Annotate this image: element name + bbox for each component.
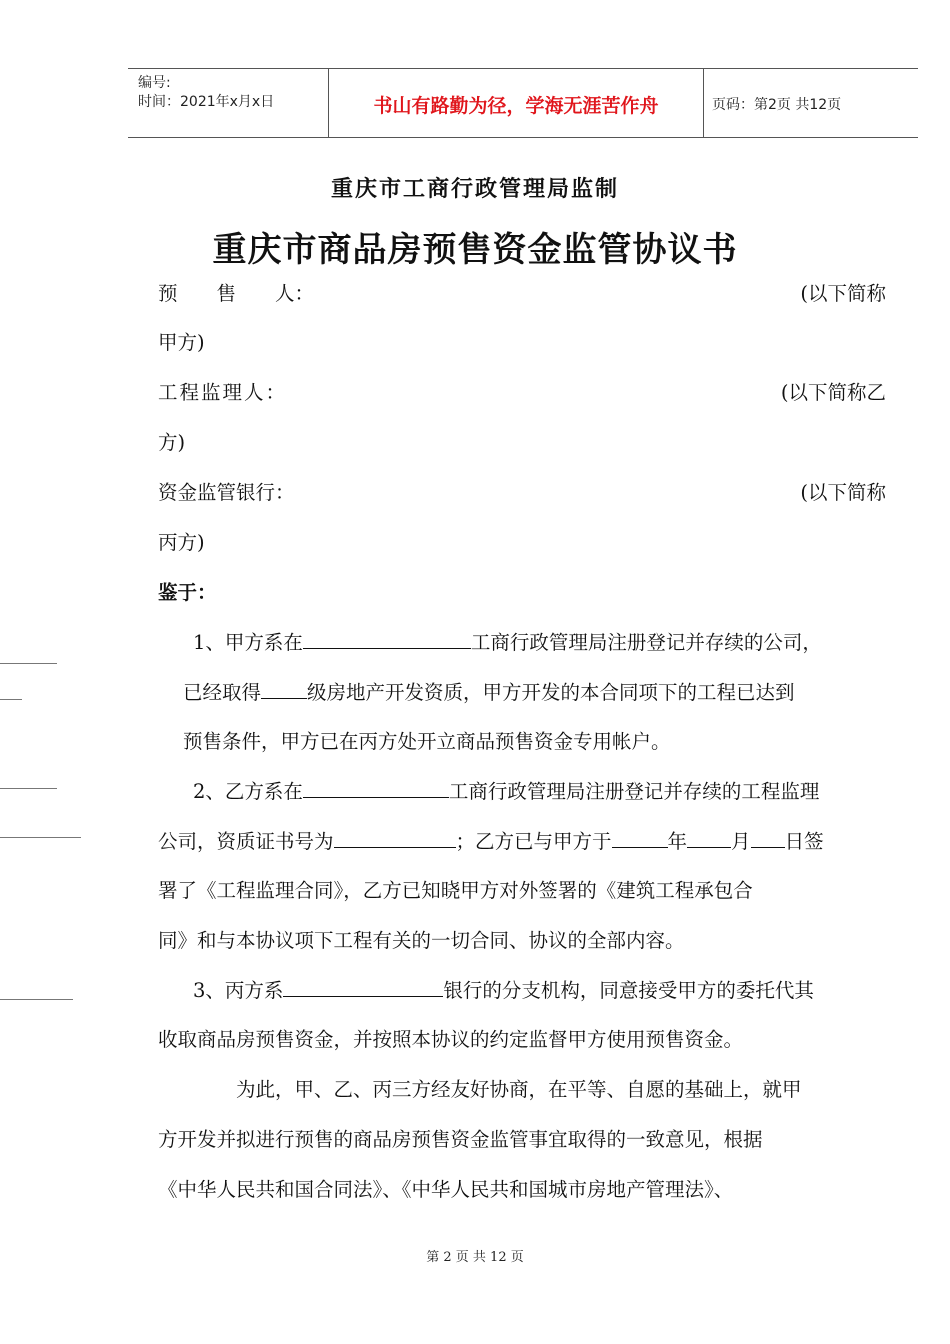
supervisor-line: 重庆市工商行政管理局监制 bbox=[330, 177, 619, 202]
margin-mark bbox=[0, 788, 57, 789]
bank-label: 资金监管银行： bbox=[158, 481, 295, 504]
blank-certificate-number bbox=[334, 829, 456, 848]
paragraph-line3: 《中华人民共和国合同法》、《中华人民共和国城市房地产管理法》、 bbox=[158, 1178, 734, 1201]
header-page-cell bbox=[704, 69, 918, 137]
clause2-line1 bbox=[193, 779, 819, 804]
clause1-line1 bbox=[193, 630, 822, 655]
page-info: 页码：第2页 共12页 bbox=[712, 97, 842, 113]
time-label: 时间：2021年x月x日 bbox=[138, 94, 275, 110]
header-meta-cell bbox=[128, 69, 329, 137]
clause2-text-e: 年 bbox=[667, 830, 688, 853]
page-header bbox=[128, 68, 918, 138]
seller-suffix-cont: 甲方) bbox=[158, 331, 205, 354]
clause1-text-c: 已经取得 bbox=[183, 681, 262, 704]
margin-mark bbox=[0, 663, 57, 664]
margin-mark bbox=[0, 999, 73, 1000]
document-title: 重庆市商品房预售资金监管协议书 bbox=[212, 230, 738, 270]
clause2-text-g: 日签 bbox=[784, 830, 824, 853]
supervisor-suffix-cont: 方) bbox=[158, 431, 186, 454]
page-footer: 第 2 页 共 12 页 bbox=[426, 1250, 524, 1265]
blank-month bbox=[687, 829, 731, 848]
blank-year bbox=[612, 829, 668, 848]
blank-day bbox=[751, 829, 785, 848]
supervisor-label: 工程监理人： bbox=[158, 381, 288, 404]
header-motto-cell bbox=[329, 69, 704, 137]
blank-registration-authority bbox=[303, 630, 471, 649]
serial-label: 编号: bbox=[138, 75, 171, 91]
seller-suffix: (以下简称 bbox=[800, 282, 886, 305]
clause3-line1 bbox=[193, 978, 814, 1003]
clause2-text-d: ；乙方已与甲方于 bbox=[455, 830, 612, 853]
clause3-text-b: 银行的分支机构，同意接受甲方的委托代其 bbox=[443, 979, 814, 1002]
clause2-line2 bbox=[158, 829, 824, 854]
clause1-line3: 预售条件，甲方已在丙方处开立商品预售资金专用帐户。 bbox=[183, 730, 671, 753]
blank-qualification-level bbox=[261, 680, 307, 699]
paragraph-line2: 方开发并拟进行预售的商品房预售资金监管事宜取得的一致意见，根据 bbox=[158, 1128, 763, 1151]
clause3-line2: 收取商品房预售资金，并按照本协议的约定监督甲方使用预售资金。 bbox=[158, 1028, 744, 1051]
clause2-text-a: 2、乙方系在 bbox=[193, 780, 303, 803]
clause1-text-a: 1、甲方系在 bbox=[193, 631, 303, 654]
clause2-line4: 同》和与本协议项下工程有关的一切合同、协议的全部内容。 bbox=[158, 929, 685, 952]
margin-mark bbox=[0, 837, 81, 838]
margin-mark bbox=[0, 699, 22, 700]
supervisor-suffix: (以下简称乙 bbox=[780, 381, 886, 404]
whereas-heading: 鉴于： bbox=[158, 581, 217, 604]
bank-suffix-cont: 丙方) bbox=[158, 531, 205, 554]
blank-supervisor-authority bbox=[303, 779, 449, 798]
motto: 书山有路勤为径，学海无涯苦作舟 bbox=[373, 95, 659, 117]
clause1-line2 bbox=[183, 680, 795, 705]
clause1-text-d: 级房地产开发资质，甲方开发的本合同项下的工程已达到 bbox=[307, 681, 795, 704]
clause2-text-b: 工商行政管理局注册登记并存续的工程监理 bbox=[448, 780, 820, 803]
bank-suffix: (以下简称 bbox=[800, 481, 886, 504]
seller-label: 预 售 人： bbox=[158, 282, 315, 305]
blank-bank-name bbox=[283, 978, 443, 997]
clause3-text-a: 3、丙方系 bbox=[193, 979, 284, 1002]
clause2-text-f: 月 bbox=[731, 830, 751, 853]
clause1-text-b: 工商行政管理局注册登记并存续的公司， bbox=[470, 631, 822, 654]
clause2-text-c: 公司，资质证书号为 bbox=[158, 830, 334, 853]
clause2-line3: 署了《工程监理合同》，乙方已知晓甲方对外签署的《建筑工程承包合 bbox=[158, 879, 753, 902]
paragraph-line1: 为此，甲、乙、丙三方经友好协商，在平等、自愿的基础上，就甲 bbox=[236, 1078, 802, 1101]
